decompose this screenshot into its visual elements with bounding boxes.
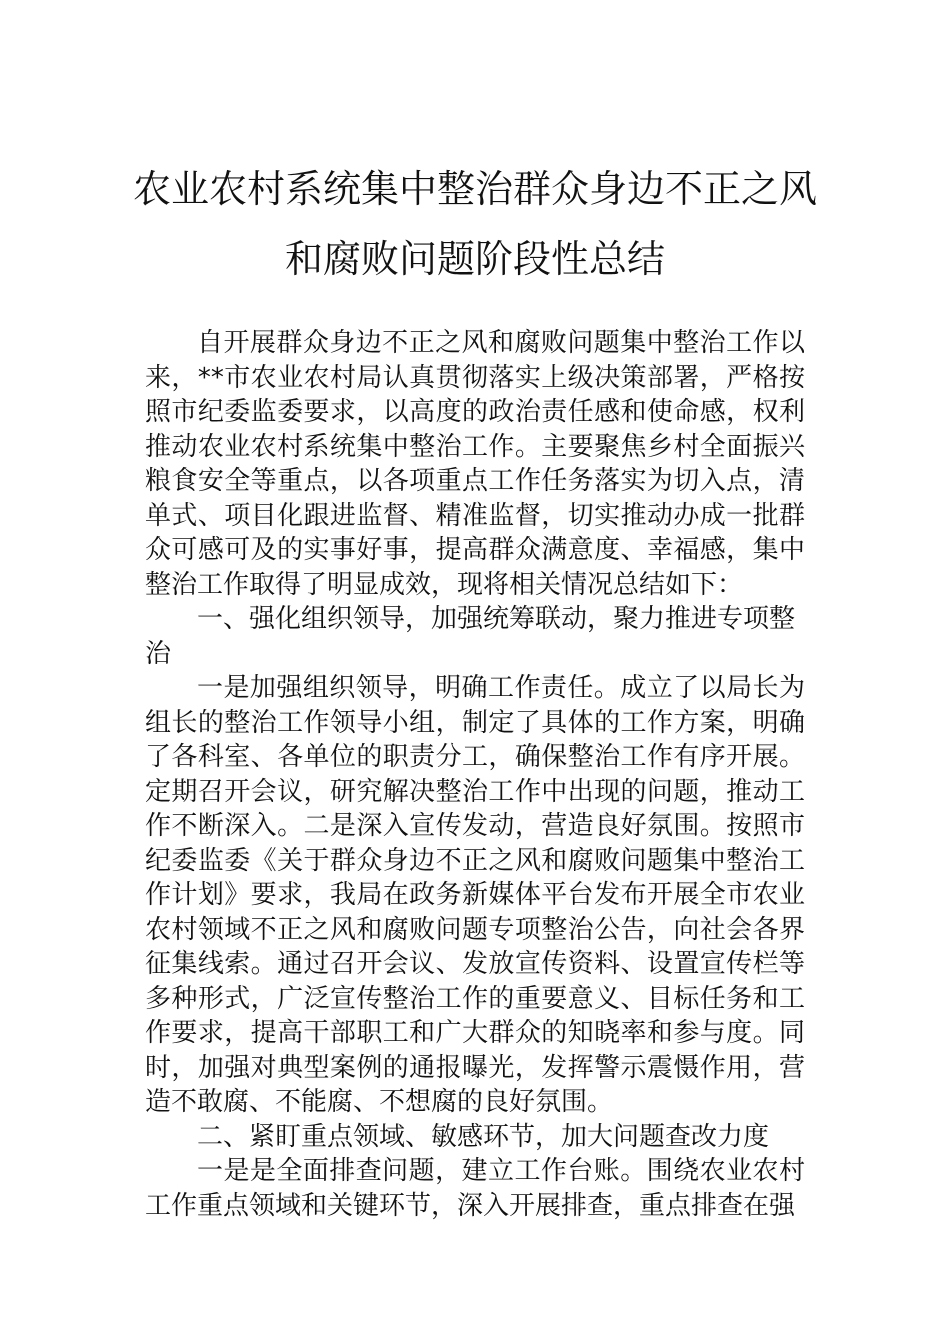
document-body [145,326,805,1223]
section-1-paragraph: 一是加强组织领导，明确工作责任。成立了以局长为组长的整治工作领导小组，制定了具体的工作方案，明确了各科室、各单位的职责分工，确保整治工作有序开展。定期召开会议，研究解决整治工作中出现的问题，推动工作不断深入。二是深入宣传发动，营造良好氛围。按照市纪委监委《关于群众身边不正之风和腐败问题集中整治工作计划》要求，我局在政务新媒体平台发布开展全市农业农村领域不正之风和腐败问题专项整治公告，向社会各界征集线索。通过召开会议、发放宣传资料、设置宣传栏等多种形式，广泛宣传整治工作的重要意义、目标任务和工作要求，提高干部职工和广大群众的知晓率和参与度。同时，加强对典型案例的通报曝光，发挥警示震慑作用，营造不敢腐、不能腐、不想腐的良好氛围。 [145,673,805,1117]
document-title-line-2: 和腐败问题阶段性总结 [284,237,665,281]
section-heading-1: 一、强化组织领导，加强统筹联动，聚力推进专项整治 [145,604,796,669]
document-title-line-1: 农业农村系统集中整治群众身边不正之风 [132,167,817,211]
intro-paragraph: 自开展群众身边不正之风和腐败问题集中整治工作以来，**市农业农村局认真贯彻落实上级决策部署，严格按照市纪委监委要求，以高度的政治责任感和使命感，权利推动农业农村系统集中整治工作。主要聚焦乡村全面振兴粮食安全等重点，以各项重点工作任务落实为切入点，清单式、项目化跟进监督、精准监督，切实推动办成一批群众可感可及的实事好事，提高群众满意度、幸福感，集中整治工作取得了明显成效，现将相关情况总结如下： [145,328,805,600]
section-heading-2: 二、紧盯重点领域、敏感环节，加大问题查改力度 [197,1121,770,1152]
section-2-paragraph: 一是是全面排查问题，建立工作台账。围绕农业农村工作重点领域和关键环节，深入开展排查，重点排查在强 [145,1156,805,1221]
